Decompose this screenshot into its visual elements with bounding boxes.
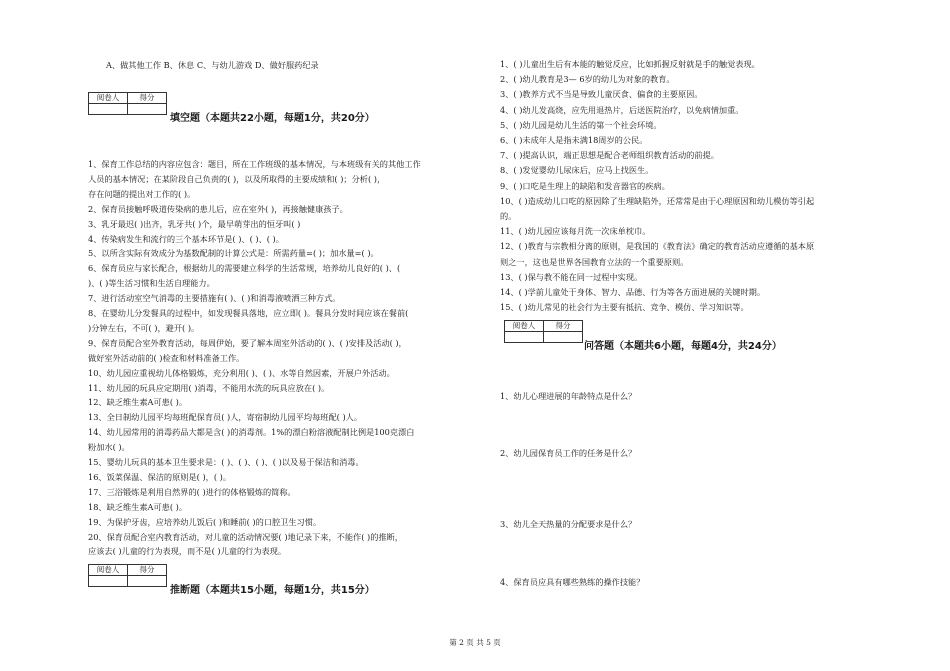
qa-question-2: 2、幼儿园保育员工作的任务是什么？ [500,448,637,458]
question-line: 做好室外活动前的( )检查和材料准备工作。 [88,352,245,363]
question-line: 10、( )造成幼儿口吃的原因除了生理缺陷外，还常常是由于心理原因和幼儿模仿等引起 [500,195,815,206]
grader-label: 阅卷人 [89,93,128,104]
score-box [504,320,583,343]
section-title-fill: 填空题（本题共22小题，每题1分，共20分） [170,113,375,124]
question-line: 应该去( )儿童的行为表现，而不是( )儿童的行为表现。 [88,546,287,557]
question-line: 7、进行活动室空气消毒的主要措施有( )、( )和消毒液喷洒三种方式。 [88,293,341,304]
question-line: 12、缺乏维生素A可患( )。 [88,397,188,408]
question-line: 16、饭菜保温、保洁的原则是( )，( )。 [88,471,232,482]
question-line: 存在问题的提出对工作的( )。 [88,188,196,199]
choice-options: A、做其他工作 B、休息 C、与幼儿游戏 D、做好服药纪录 [106,60,319,70]
question-line: 1、保育工作总结的内容应包含：题目，所在工作班级的基本情况，与本班级有关的其他工作 [88,159,421,169]
question-line: 14、( )学前儿童处于身体、智力、品德、行为等各方面进展的关键时期。 [500,287,766,297]
score-box [88,92,167,115]
question-line: 17、三浴锻炼是利用自然界的( )进行的体格锻炼的简称。 [88,486,296,497]
question-line: 2、( )幼儿教育是3— 6岁的幼儿为对象的教育。 [500,74,675,85]
question-line: 11、幼儿园的玩具应定期用( )消毒，不能用水洗的玩具应放在( )。 [88,382,330,393]
question-line: 8、在婴幼儿分发餐具的过程中，如发现餐具落地，应立即( )。餐具分发时间应该在餐前( [88,308,409,318]
question-line: 9、保育员配合室外教育活动，每周伊始，要了解本周室外活动的( )、( )安排及活动( )， [88,337,407,348]
score-label: 得分 [544,321,583,332]
question-line: 14、幼儿园常用的消毒药品大都是含( )的消毒剂。1%的漂白粉溶液配制比例是100克漂白 [88,427,415,438]
question-line: 的。 [500,211,517,221]
question-line: 15、( )幼儿常见的社会行为主要有抵抗、竞争、模仿、学习知识等。 [500,302,749,313]
section-title-judge: 推断题（本题共15小题，每题1分，共15分） [170,585,375,596]
question-line: )、( )等生活习惯和生活自理能力。 [88,278,215,289]
question-line: 8、( )发觉婴幼儿尿床后，应马上找医生。 [500,165,654,176]
question-line: 20、保育员配合室内教育活动，对儿童的活动情况要( )地记录下来，不能作( )的推断， [88,531,403,542]
question-line: 6、保育员应与家长配合，根据幼儿的需要建立科学的生活常规，培养幼儿良好的( )、( [88,263,401,274]
grader-label: 阅卷人 [89,565,128,576]
question-line: 6、( )未成年人是指未满18周岁的公民。 [500,135,648,145]
qa-question-3: 3、幼儿全天热量的分配要求是什么？ [500,519,637,529]
question-line: 13、全日制幼儿园平均每班配保育员( )人，寄宿制幼儿园平均每班配( )人。 [88,412,363,423]
section-title-qa: 问答题（本题共6小题，每题4分，共24分） [584,341,782,352]
score-box [88,564,167,587]
question-line: 18、缺乏维生素A可患( )。 [88,501,188,512]
question-line: 粉加水( )。 [88,442,130,453]
question-line: 11、( )幼儿园应该每月洗一次床单枕巾。 [500,226,651,237]
question-line: 19、为保护牙齿，应培养幼儿饭后( )和睡前( )的口腔卫生习惯。 [88,516,322,527]
score-label: 得分 [128,93,167,104]
qa-question-1: 1、幼儿心理进展的年龄特点是什么？ [500,391,637,401]
qa-question-4: 4、保育员应具有哪些熟练的操作技能？ [500,577,645,587]
question-line: 12、( )教育与宗教相分离的原则，是我国的《教育法》确定的教育活动应遵循的基本原 [500,241,815,252]
question-line: 3、( )教养方式不当是导致儿童厌食、偏食的主要原因。 [500,89,703,100]
question-line: 9、( )口吃是生理上的缺陷和发音器官的疾病。 [500,180,670,191]
question-line: 15、婴幼儿玩具的基本卫生要求是：( )、( )、( )、( )以及易于保洁和消毒。 [88,457,364,467]
question-line: 4、( )幼儿发高烧，应先用退热片，后送医院治疗，以免病情加重。 [500,104,744,115]
question-line: 2、保育员接触呼吸道传染病的患儿后，应在室外( )，再接触健康孩子。 [88,203,348,214]
question-line: )分钟左右，不可( )，避开( )。 [88,322,200,333]
question-line: 4、传染病发生和流行的三个基本环节是( )、( )、( )。 [88,233,284,244]
question-line: 13、( )保与教不能在同一过程中实现。 [500,271,643,282]
grader-label: 阅卷人 [505,321,544,332]
question-line: 1、( )儿童出生后有本能的触觉反应，比如抓握反射就是手的触觉表现。 [500,59,760,69]
question-line: 5、( )幼儿园是幼儿生活的第一个社会环境。 [500,119,662,130]
question-line: 7、( )提高认识，端正思想是配合老师组织教育活动的前提。 [500,150,719,161]
question-line: 10、幼儿园应重视幼儿体格锻炼，充分利用( )、( )、水等自然因素，开展户外活动。 [88,367,395,378]
question-line: 3、乳牙最迟( )出齐，乳牙共( )个，最早萌芽出的恒牙叫( ) [88,218,301,229]
question-line: 5、以所含实际有效成分为基数配制的计算公式是：所需药量=( )；加水量=( )。 [88,248,379,259]
question-line: 则之一，这也是世界各国教育立法的一个重要原则。 [500,256,689,267]
question-line: 人员的基本情况；在某阶段自己负责的( )，以及所取得的主要成绩和( )；分析( )， [88,173,386,184]
page-footer: 第 2 页 共 5 页 [449,638,501,647]
score-label: 得分 [128,565,167,576]
